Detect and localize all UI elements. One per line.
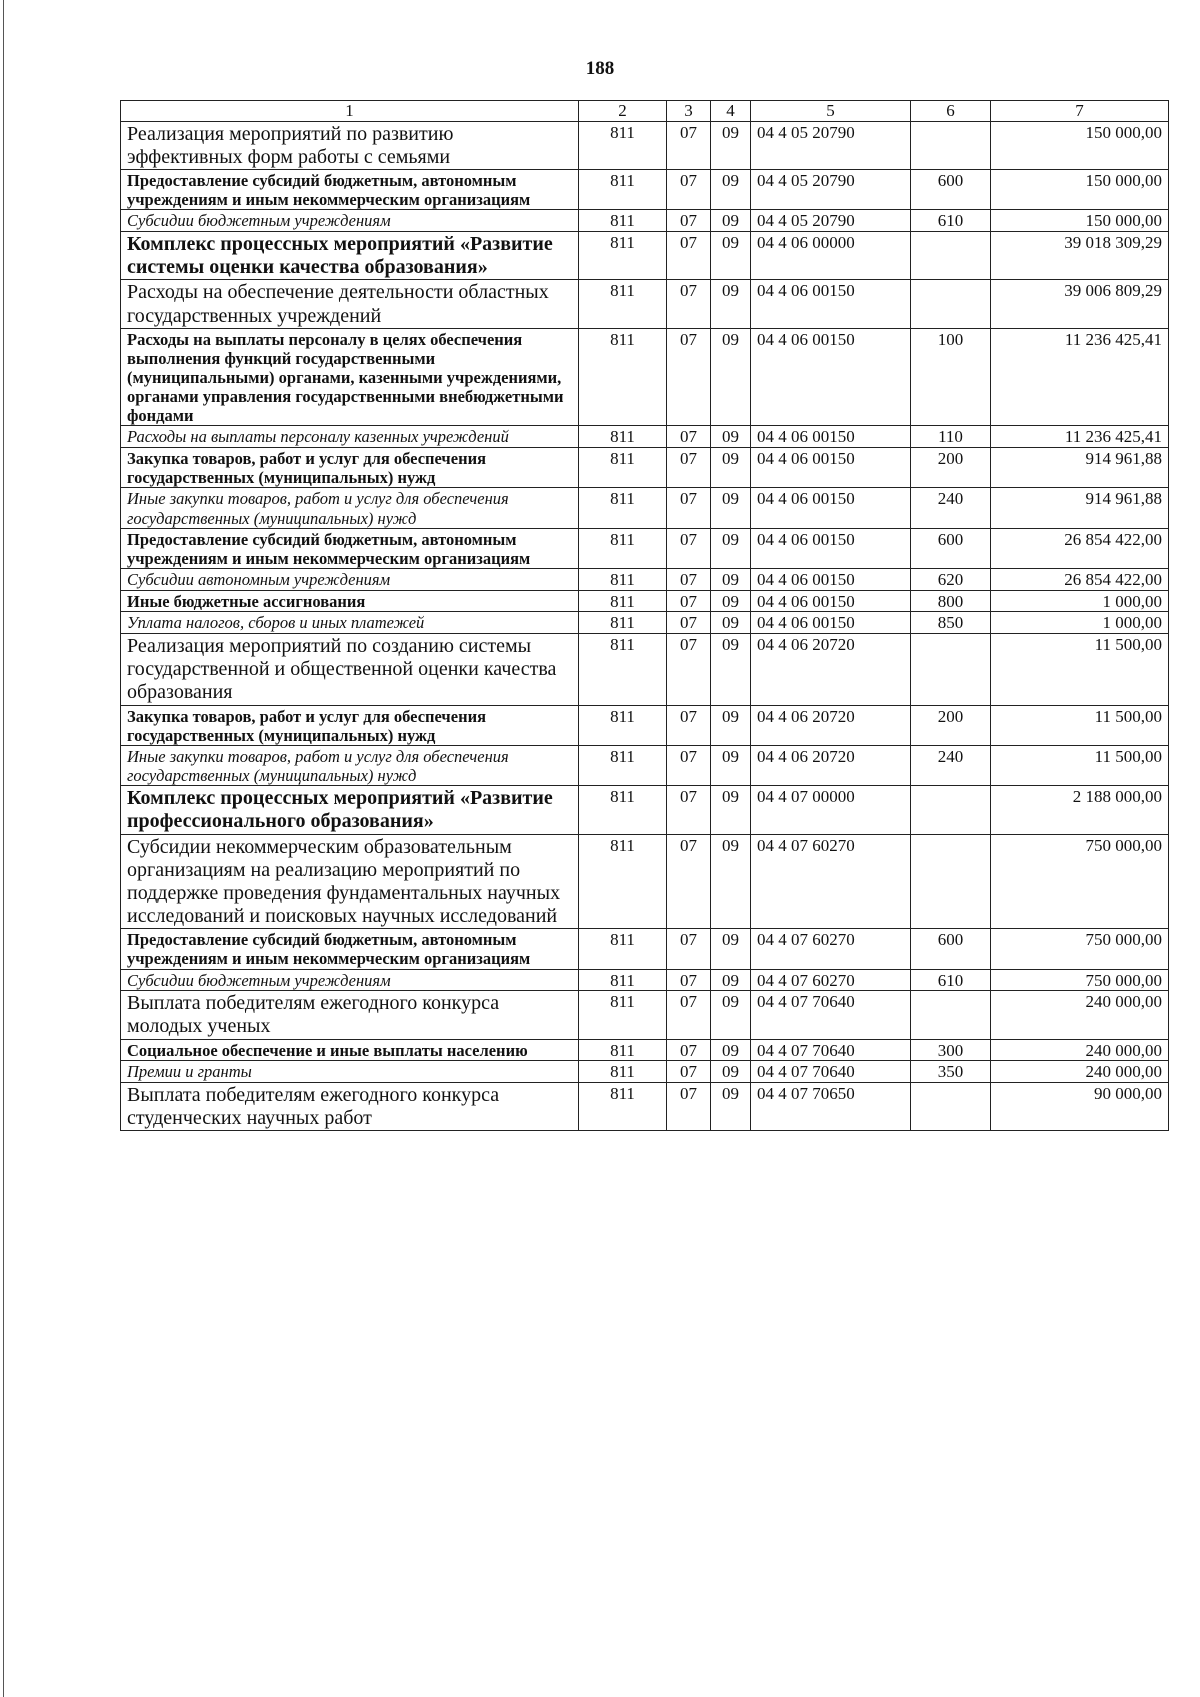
row-vr-cell: 110 bbox=[911, 426, 991, 448]
row-rz-cell: 07 bbox=[667, 612, 711, 634]
row-vr-cell bbox=[911, 121, 991, 169]
row-ved-cell: 811 bbox=[579, 705, 667, 745]
table-row bbox=[121, 1061, 1169, 1083]
row-rz-cell: 07 bbox=[667, 991, 711, 1039]
row-csr-cell: 04 4 07 70650 bbox=[751, 1083, 911, 1131]
row-csr-cell: 04 4 06 00150 bbox=[751, 328, 911, 426]
row-sum-cell: 914 961,88 bbox=[991, 488, 1169, 528]
row-rz-cell: 07 bbox=[667, 969, 711, 991]
table-row bbox=[121, 786, 1169, 834]
row-pr-cell: 09 bbox=[711, 528, 751, 568]
row-vr-cell: 850 bbox=[911, 612, 991, 634]
row-sum-cell: 26 854 422,00 bbox=[991, 528, 1169, 568]
row-vr-cell: 600 bbox=[911, 929, 991, 969]
row-pr-cell: 09 bbox=[711, 448, 751, 488]
row-vr-cell bbox=[911, 232, 991, 280]
row-ved-cell: 811 bbox=[579, 328, 667, 426]
row-vr-cell: 600 bbox=[911, 170, 991, 210]
row-sum-cell: 26 854 422,00 bbox=[991, 568, 1169, 590]
row-rz-cell: 07 bbox=[667, 280, 711, 328]
table-row bbox=[121, 705, 1169, 745]
row-ved-cell: 811 bbox=[579, 426, 667, 448]
row-csr-cell: 04 4 07 60270 bbox=[751, 929, 911, 969]
row-sum-cell: 11 500,00 bbox=[991, 705, 1169, 745]
row-vr-cell: 610 bbox=[911, 969, 991, 991]
row-pr-cell: 09 bbox=[711, 1039, 751, 1061]
row-rz-cell: 07 bbox=[667, 170, 711, 210]
row-vr-cell bbox=[911, 834, 991, 929]
table-row bbox=[121, 210, 1169, 232]
row-rz-cell: 07 bbox=[667, 426, 711, 448]
row-name-cell: Субсидии автономным учреждениям bbox=[121, 568, 579, 590]
row-pr-cell: 09 bbox=[711, 328, 751, 426]
row-csr-cell: 04 4 06 00150 bbox=[751, 612, 911, 634]
table-row bbox=[121, 1039, 1169, 1061]
row-name-cell: Выплата победителям ежегодного конкурса молодых ученых bbox=[121, 991, 579, 1039]
page-number: 188 bbox=[585, 58, 615, 79]
column-header-3: 3 bbox=[667, 101, 711, 122]
row-name-cell: Комплекс процессных мероприятий «Развитие системы оценки качества образования» bbox=[121, 232, 579, 280]
table-body bbox=[121, 121, 1169, 1131]
row-pr-cell: 09 bbox=[711, 1083, 751, 1131]
row-rz-cell: 07 bbox=[667, 528, 711, 568]
row-name-cell: Расходы на выплаты персоналу в целях обеспечения выполнения функций государственными (муниципальными) органами, казенными учреждениями, органами управления государственными внебюджетными фондами bbox=[121, 328, 579, 426]
row-vr-cell: 240 bbox=[911, 488, 991, 528]
row-vr-cell bbox=[911, 786, 991, 834]
row-csr-cell: 04 4 06 00150 bbox=[751, 590, 911, 612]
row-csr-cell: 04 4 07 70640 bbox=[751, 1061, 911, 1083]
row-name-cell: Расходы на выплаты персоналу казенных учреждений bbox=[121, 426, 579, 448]
row-ved-cell: 811 bbox=[579, 991, 667, 1039]
row-csr-cell: 04 4 06 00150 bbox=[751, 280, 911, 328]
row-vr-cell: 200 bbox=[911, 448, 991, 488]
row-sum-cell: 1 000,00 bbox=[991, 590, 1169, 612]
row-csr-cell: 04 4 07 60270 bbox=[751, 969, 911, 991]
row-pr-cell: 09 bbox=[711, 991, 751, 1039]
row-name-cell: Закупка товаров, работ и услуг для обеспечения государственных (муниципальных) нужд bbox=[121, 448, 579, 488]
row-name-cell: Предоставление субсидий бюджетным, автономным учреждениям и иным некоммерческим организациям bbox=[121, 528, 579, 568]
row-ved-cell: 811 bbox=[579, 1039, 667, 1061]
column-header-4: 4 bbox=[711, 101, 751, 122]
row-csr-cell: 04 4 05 20790 bbox=[751, 210, 911, 232]
header-row bbox=[121, 101, 1169, 122]
row-vr-cell bbox=[911, 280, 991, 328]
row-vr-cell bbox=[911, 991, 991, 1039]
row-ved-cell: 811 bbox=[579, 834, 667, 929]
table-row bbox=[121, 834, 1169, 929]
row-sum-cell: 240 000,00 bbox=[991, 1061, 1169, 1083]
row-ved-cell: 811 bbox=[579, 969, 667, 991]
row-rz-cell: 07 bbox=[667, 705, 711, 745]
row-sum-cell: 150 000,00 bbox=[991, 170, 1169, 210]
row-sum-cell: 750 000,00 bbox=[991, 834, 1169, 929]
row-rz-cell: 07 bbox=[667, 1039, 711, 1061]
row-rz-cell: 07 bbox=[667, 232, 711, 280]
row-ved-cell: 811 bbox=[579, 488, 667, 528]
column-header-7: 7 bbox=[991, 101, 1169, 122]
table-row bbox=[121, 612, 1169, 634]
row-ved-cell: 811 bbox=[579, 170, 667, 210]
row-pr-cell: 09 bbox=[711, 969, 751, 991]
row-csr-cell: 04 4 06 00150 bbox=[751, 426, 911, 448]
row-rz-cell: 07 bbox=[667, 1061, 711, 1083]
row-ved-cell: 811 bbox=[579, 745, 667, 785]
row-name-cell: Социальное обеспечение и иные выплаты населению bbox=[121, 1039, 579, 1061]
row-ved-cell: 811 bbox=[579, 590, 667, 612]
row-rz-cell: 07 bbox=[667, 121, 711, 169]
row-csr-cell: 04 4 05 20790 bbox=[751, 121, 911, 169]
row-rz-cell: 07 bbox=[667, 568, 711, 590]
row-name-cell: Уплата налогов, сборов и иных платежей bbox=[121, 612, 579, 634]
budget-table bbox=[120, 100, 1169, 1131]
row-sum-cell: 11 236 425,41 bbox=[991, 328, 1169, 426]
row-rz-cell: 07 bbox=[667, 210, 711, 232]
row-name-cell: Субсидии бюджетным учреждениям bbox=[121, 210, 579, 232]
row-name-cell: Предоставление субсидий бюджетным, автономным учреждениям и иным некоммерческим организациям bbox=[121, 170, 579, 210]
table-row bbox=[121, 745, 1169, 785]
row-sum-cell: 11 236 425,41 bbox=[991, 426, 1169, 448]
row-csr-cell: 04 4 07 60270 bbox=[751, 834, 911, 929]
row-pr-cell: 09 bbox=[711, 210, 751, 232]
row-name-cell: Субсидии бюджетным учреждениям bbox=[121, 969, 579, 991]
row-vr-cell: 100 bbox=[911, 328, 991, 426]
table-row bbox=[121, 232, 1169, 280]
row-sum-cell: 240 000,00 bbox=[991, 1039, 1169, 1061]
row-sum-cell: 39 006 809,29 bbox=[991, 280, 1169, 328]
table-row bbox=[121, 929, 1169, 969]
row-pr-cell: 09 bbox=[711, 705, 751, 745]
row-pr-cell: 09 bbox=[711, 170, 751, 210]
row-csr-cell: 04 4 06 00150 bbox=[751, 448, 911, 488]
row-ved-cell: 811 bbox=[579, 121, 667, 169]
row-ved-cell: 811 bbox=[579, 280, 667, 328]
row-ved-cell: 811 bbox=[579, 568, 667, 590]
row-ved-cell: 811 bbox=[579, 448, 667, 488]
row-rz-cell: 07 bbox=[667, 834, 711, 929]
row-pr-cell: 09 bbox=[711, 929, 751, 969]
row-name-cell: Реализация мероприятий по развитию эффективных форм работы с семьями bbox=[121, 121, 579, 169]
row-csr-cell: 04 4 05 20790 bbox=[751, 170, 911, 210]
table-row bbox=[121, 1083, 1169, 1131]
row-name-cell: Субсидии некоммерческим образовательным организациям на реализацию мероприятий по поддержке проведения фундаментальных научных исследований и поисковых научных исследований bbox=[121, 834, 579, 929]
row-sum-cell: 750 000,00 bbox=[991, 969, 1169, 991]
table-header bbox=[121, 101, 1169, 122]
row-rz-cell: 07 bbox=[667, 929, 711, 969]
table-row bbox=[121, 568, 1169, 590]
row-name-cell: Реализация мероприятий по созданию системы государственной и общественной оценки качества образования bbox=[121, 634, 579, 706]
row-sum-cell: 150 000,00 bbox=[991, 121, 1169, 169]
row-rz-cell: 07 bbox=[667, 488, 711, 528]
row-pr-cell: 09 bbox=[711, 634, 751, 706]
row-sum-cell: 39 018 309,29 bbox=[991, 232, 1169, 280]
column-header-2: 2 bbox=[579, 101, 667, 122]
row-rz-cell: 07 bbox=[667, 634, 711, 706]
row-vr-cell: 610 bbox=[911, 210, 991, 232]
row-ved-cell: 811 bbox=[579, 232, 667, 280]
scan-edge-line bbox=[3, 0, 4, 1697]
row-name-cell: Комплекс процессных мероприятий «Развитие профессионального образования» bbox=[121, 786, 579, 834]
row-csr-cell: 04 4 06 20720 bbox=[751, 634, 911, 706]
row-vr-cell: 620 bbox=[911, 568, 991, 590]
row-csr-cell: 04 4 06 20720 bbox=[751, 745, 911, 785]
row-vr-cell: 240 bbox=[911, 745, 991, 785]
row-sum-cell: 11 500,00 bbox=[991, 745, 1169, 785]
row-csr-cell: 04 4 07 00000 bbox=[751, 786, 911, 834]
row-ved-cell: 811 bbox=[579, 1083, 667, 1131]
row-name-cell: Премии и гранты bbox=[121, 1061, 579, 1083]
row-sum-cell: 1 000,00 bbox=[991, 612, 1169, 634]
row-pr-cell: 09 bbox=[711, 612, 751, 634]
row-pr-cell: 09 bbox=[711, 488, 751, 528]
row-csr-cell: 04 4 06 00150 bbox=[751, 488, 911, 528]
table-row bbox=[121, 448, 1169, 488]
table-row bbox=[121, 426, 1169, 448]
row-pr-cell: 09 bbox=[711, 786, 751, 834]
row-csr-cell: 04 4 06 20720 bbox=[751, 705, 911, 745]
table-row bbox=[121, 969, 1169, 991]
row-name-cell: Выплата победителям ежегодного конкурса студенческих научных работ bbox=[121, 1083, 579, 1131]
row-vr-cell: 300 bbox=[911, 1039, 991, 1061]
row-pr-cell: 09 bbox=[711, 834, 751, 929]
row-csr-cell: 04 4 07 70640 bbox=[751, 991, 911, 1039]
row-ved-cell: 811 bbox=[579, 1061, 667, 1083]
row-name-cell: Иные бюджетные ассигнования bbox=[121, 590, 579, 612]
row-sum-cell: 90 000,00 bbox=[991, 1083, 1169, 1131]
row-ved-cell: 811 bbox=[579, 210, 667, 232]
row-pr-cell: 09 bbox=[711, 1061, 751, 1083]
row-sum-cell: 240 000,00 bbox=[991, 991, 1169, 1039]
row-csr-cell: 04 4 06 00150 bbox=[751, 568, 911, 590]
row-pr-cell: 09 bbox=[711, 745, 751, 785]
row-pr-cell: 09 bbox=[711, 590, 751, 612]
table-row bbox=[121, 280, 1169, 328]
row-vr-cell bbox=[911, 634, 991, 706]
row-sum-cell: 914 961,88 bbox=[991, 448, 1169, 488]
row-name-cell: Предоставление субсидий бюджетным, автономным учреждениям и иным некоммерческим организациям bbox=[121, 929, 579, 969]
row-ved-cell: 811 bbox=[579, 634, 667, 706]
row-vr-cell: 600 bbox=[911, 528, 991, 568]
table-row bbox=[121, 488, 1169, 528]
row-rz-cell: 07 bbox=[667, 1083, 711, 1131]
table-row bbox=[121, 328, 1169, 426]
row-rz-cell: 07 bbox=[667, 745, 711, 785]
row-sum-cell: 750 000,00 bbox=[991, 929, 1169, 969]
row-rz-cell: 07 bbox=[667, 328, 711, 426]
table-row bbox=[121, 528, 1169, 568]
table-row bbox=[121, 991, 1169, 1039]
row-pr-cell: 09 bbox=[711, 232, 751, 280]
table-row bbox=[121, 590, 1169, 612]
table-row bbox=[121, 121, 1169, 169]
row-rz-cell: 07 bbox=[667, 448, 711, 488]
row-name-cell: Иные закупки товаров, работ и услуг для обеспечения государственных (муниципальных) нужд bbox=[121, 488, 579, 528]
row-csr-cell: 04 4 07 70640 bbox=[751, 1039, 911, 1061]
row-csr-cell: 04 4 06 00000 bbox=[751, 232, 911, 280]
column-header-6: 6 bbox=[911, 101, 991, 122]
row-vr-cell: 350 bbox=[911, 1061, 991, 1083]
row-sum-cell: 150 000,00 bbox=[991, 210, 1169, 232]
row-vr-cell: 800 bbox=[911, 590, 991, 612]
table-row bbox=[121, 634, 1169, 706]
table-row bbox=[121, 170, 1169, 210]
row-sum-cell: 2 188 000,00 bbox=[991, 786, 1169, 834]
row-vr-cell bbox=[911, 1083, 991, 1131]
row-name-cell: Иные закупки товаров, работ и услуг для обеспечения государственных (муниципальных) нужд bbox=[121, 745, 579, 785]
row-rz-cell: 07 bbox=[667, 590, 711, 612]
row-ved-cell: 811 bbox=[579, 929, 667, 969]
column-header-1: 1 bbox=[121, 101, 579, 122]
row-vr-cell: 200 bbox=[911, 705, 991, 745]
row-ved-cell: 811 bbox=[579, 786, 667, 834]
row-pr-cell: 09 bbox=[711, 280, 751, 328]
row-pr-cell: 09 bbox=[711, 426, 751, 448]
row-sum-cell: 11 500,00 bbox=[991, 634, 1169, 706]
row-pr-cell: 09 bbox=[711, 568, 751, 590]
row-csr-cell: 04 4 06 00150 bbox=[751, 528, 911, 568]
row-ved-cell: 811 bbox=[579, 528, 667, 568]
column-header-5: 5 bbox=[751, 101, 911, 122]
row-rz-cell: 07 bbox=[667, 786, 711, 834]
row-name-cell: Расходы на обеспечение деятельности областных государственных учреждений bbox=[121, 280, 579, 328]
row-name-cell: Закупка товаров, работ и услуг для обеспечения государственных (муниципальных) нужд bbox=[121, 705, 579, 745]
row-pr-cell: 09 bbox=[711, 121, 751, 169]
row-ved-cell: 811 bbox=[579, 612, 667, 634]
